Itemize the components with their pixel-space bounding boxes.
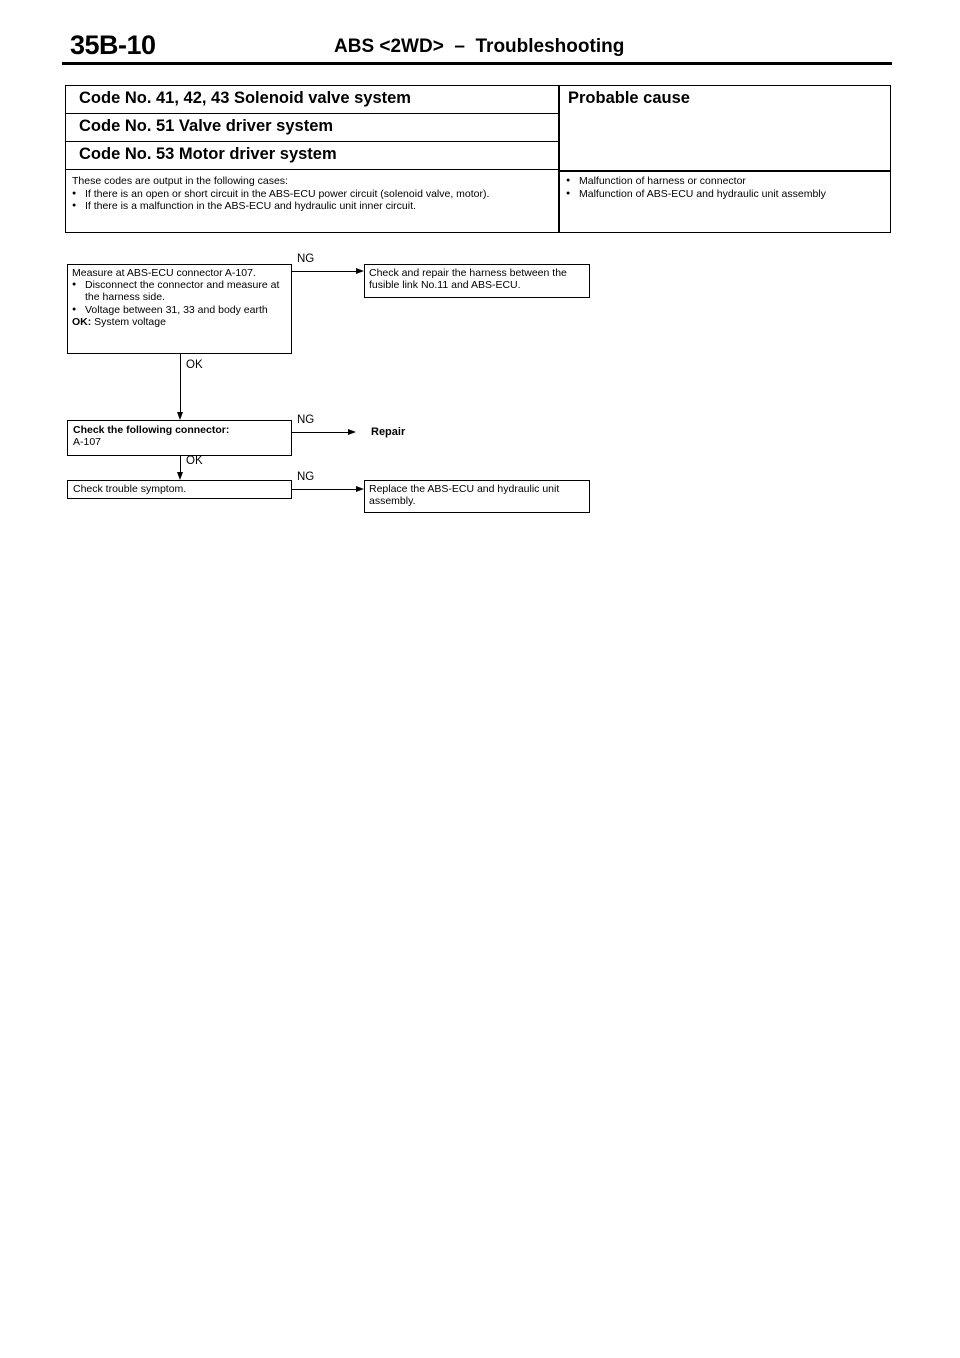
ok-value: System voltage (94, 315, 166, 328)
step-check-connector (67, 420, 292, 456)
probable-cause-heading: Probable cause (568, 89, 690, 107)
result-check-repair-harness: Check and repair the harness between the fusible link No.11 and ABS-ECU. (364, 264, 590, 298)
connector-id: A-107 (73, 436, 102, 449)
ok-label: OK (186, 455, 203, 467)
step-check-trouble-symptom: Check trouble symptom. (67, 480, 292, 499)
ng-label: NG (297, 253, 315, 265)
arrow-down-icon (177, 472, 183, 480)
ng-label: NG (297, 414, 315, 426)
ok-label: OK (186, 359, 203, 371)
ok-prefix: OK: (72, 315, 92, 328)
page-title: ABS <2WD> – Troubleshooting (334, 36, 625, 57)
ng-label: NG (297, 471, 315, 483)
diagnosis-code-table (65, 85, 891, 233)
result-repair: Repair (371, 426, 406, 438)
step-ok-criterion (72, 316, 287, 328)
output-cases (72, 175, 552, 213)
ng-arrow-line (292, 432, 348, 433)
header-rule (62, 62, 892, 65)
table-column-divider (558, 86, 560, 232)
ok-arrow-line (180, 354, 181, 412)
step-bullet: ● Voltage between 31, 33 and body earth (72, 304, 287, 316)
result-replace-abs-ecu: Replace the ABS-ECU and hydraulic unit assembly. (364, 480, 590, 513)
arrow-down-icon (177, 412, 183, 420)
step-title: Check the following connector: (73, 424, 230, 436)
cause-item: ● Malfunction of harness or connector (566, 175, 888, 188)
ok-arrow-line (180, 456, 181, 472)
arrow-right-icon (356, 486, 364, 492)
case-item: ● If there is a malfunction in the ABS-ECU and hydraulic unit inner circuit. (72, 200, 552, 213)
code-row-solenoid-valve: Code No. 41, 42, 43 Solenoid valve system (66, 86, 558, 114)
probable-causes (566, 175, 888, 200)
page-number: 35B-10 (70, 30, 156, 60)
step-title: Measure at ABS-ECU connector A-107. (72, 267, 256, 279)
step-bullet: ● Disconnect the connector and measure at the harness side. (72, 279, 287, 303)
cases-intro: These codes are output in the following cases: (72, 175, 288, 187)
arrow-right-icon (356, 268, 364, 274)
ng-arrow-line (292, 489, 356, 490)
ng-arrow-line (292, 271, 356, 272)
code-row-valve-driver: Code No. 51 Valve driver system (66, 114, 558, 142)
code-row-motor-driver: Code No. 53 Motor driver system (66, 142, 558, 170)
probable-cause-rule (559, 170, 890, 172)
cause-item: ● Malfunction of ABS-ECU and hydraulic unit assembly (566, 188, 888, 201)
arrow-right-icon (348, 429, 356, 435)
case-item: ● If there is an open or short circuit in the ABS-ECU power circuit (solenoid valve, motor). (72, 188, 552, 201)
step-measure-connector (67, 264, 292, 354)
